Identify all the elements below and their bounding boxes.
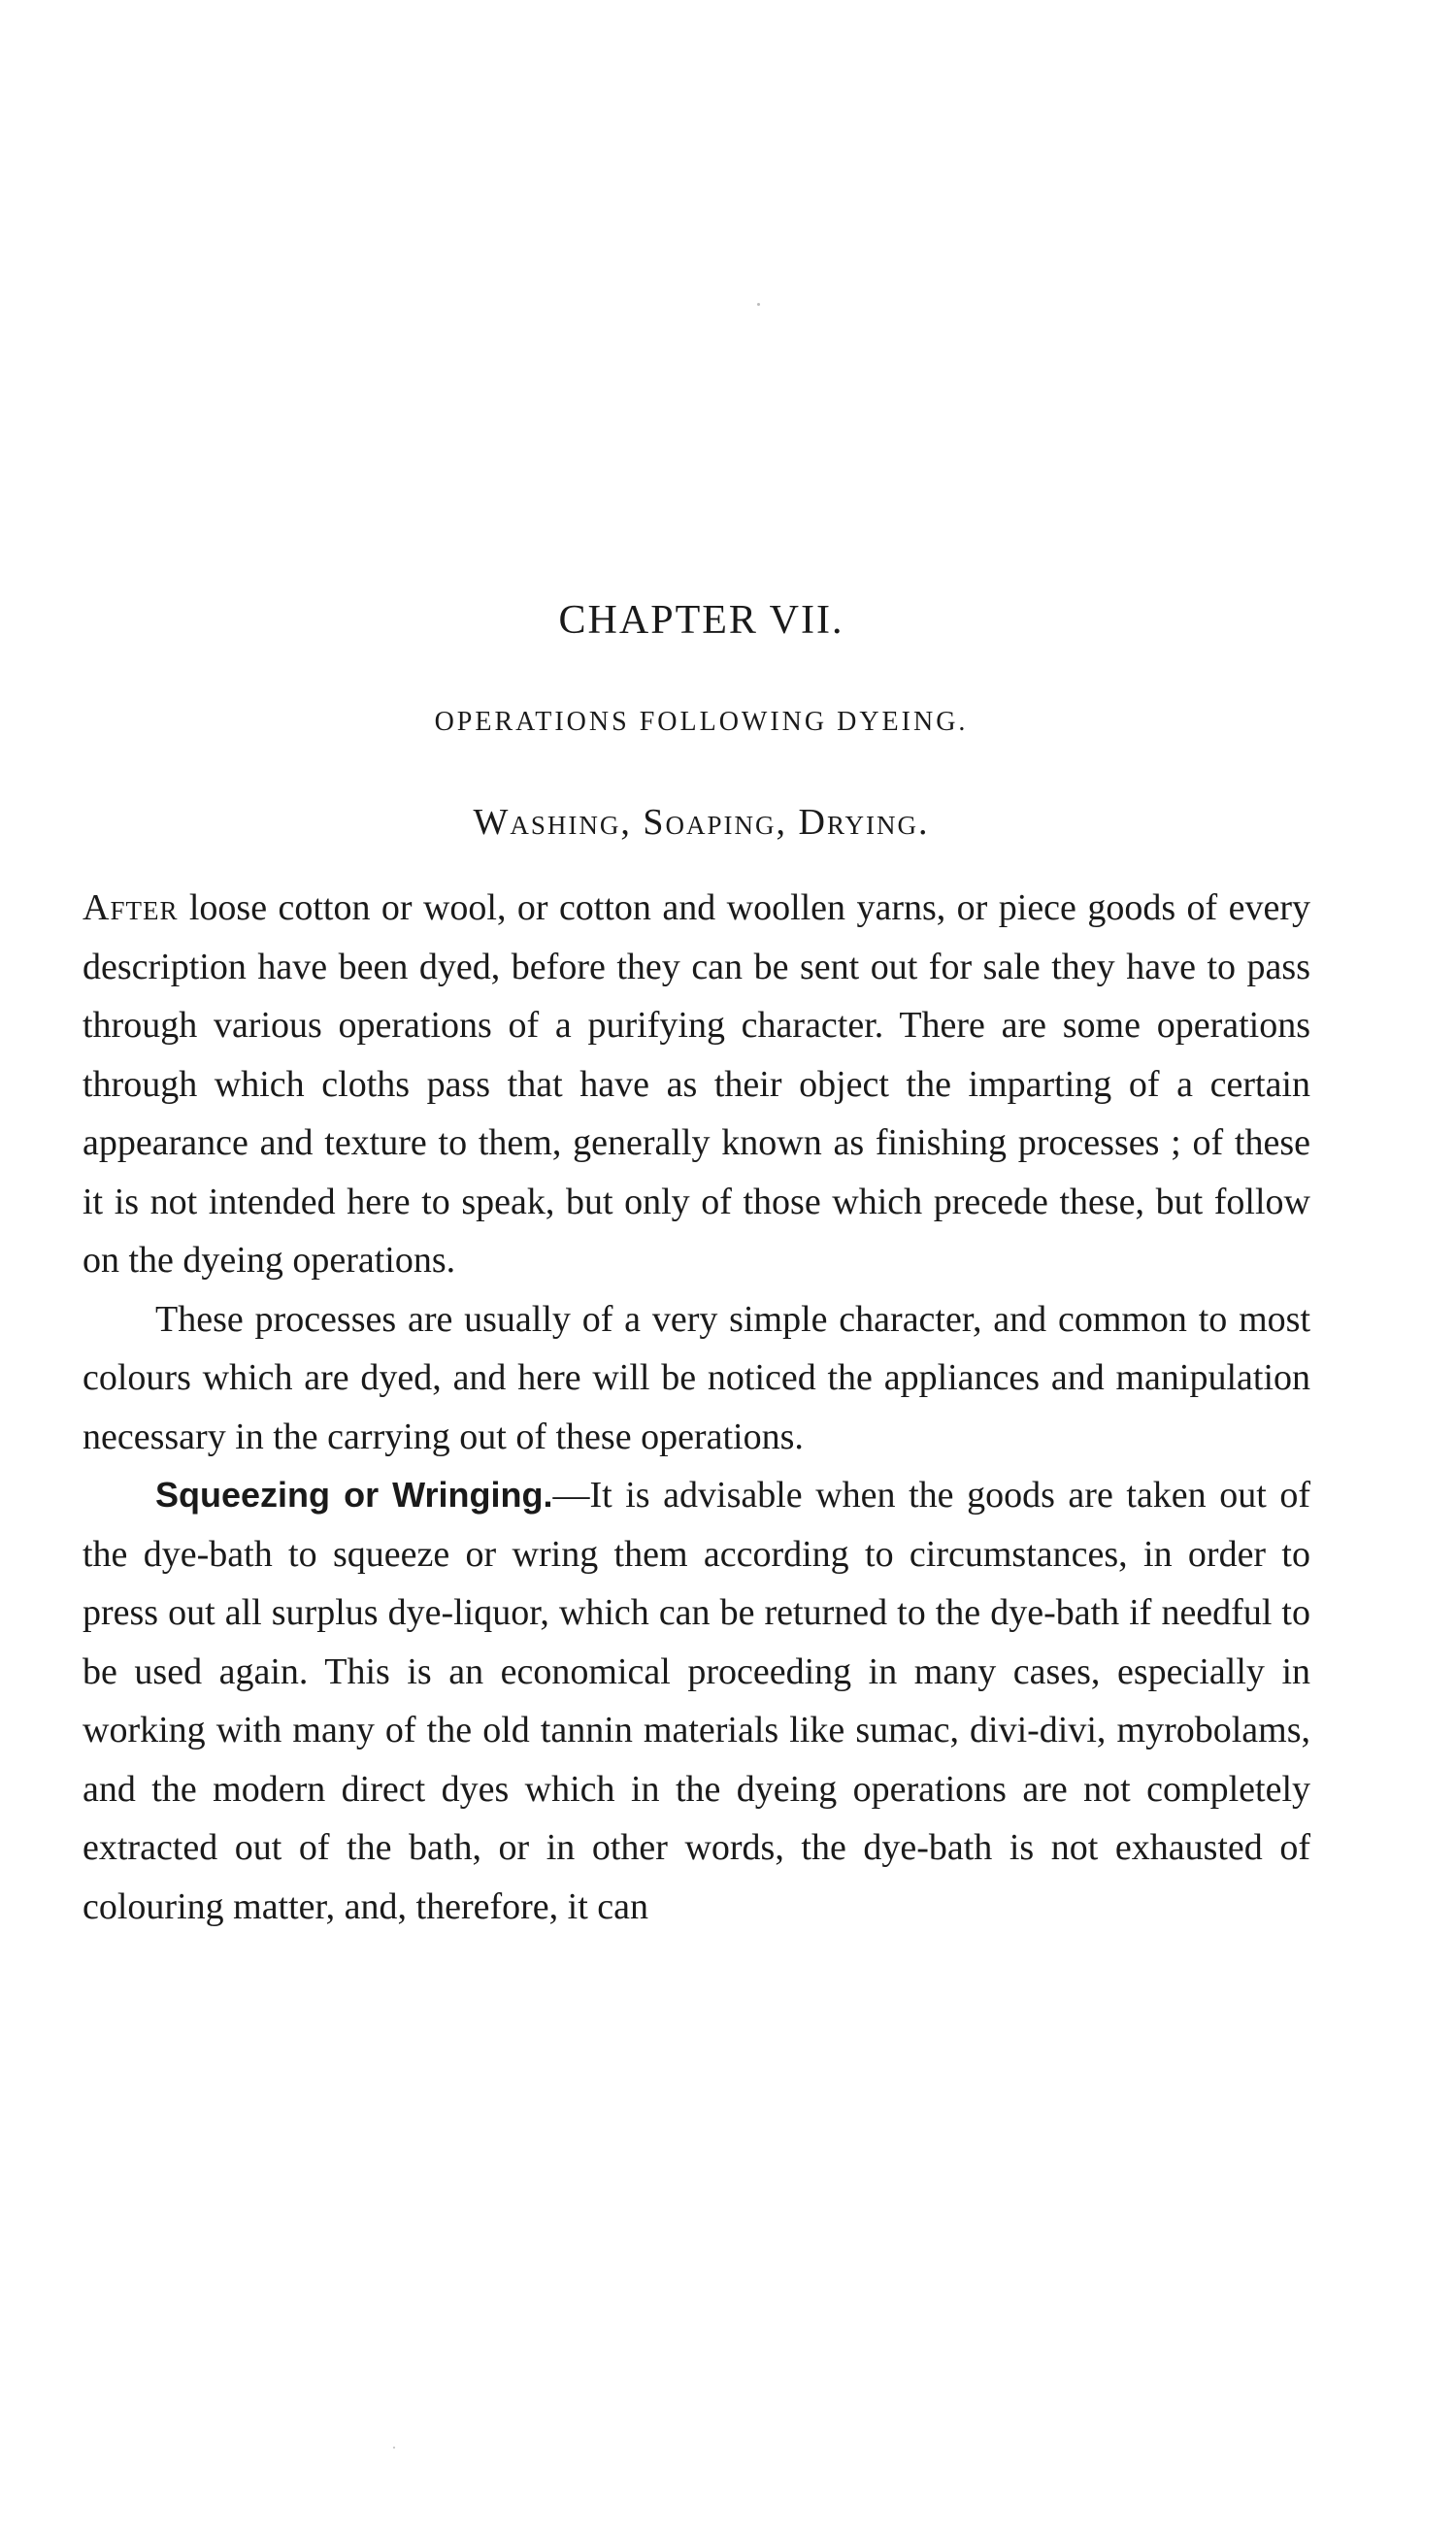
run-in-heading: Squeezing or Wringing.	[155, 1475, 553, 1515]
paragraph	[83, 1466, 1310, 1936]
chapter-title: OPERATIONS FOLLOWING DYEING.	[434, 707, 969, 737]
body-text	[83, 879, 1310, 1936]
paragraph-text: These processes are usually of a very simple character, and common to most colours which are dyed, and here will be noticed the appliances and manipulation necessary in the carrying out of these operations.	[83, 1298, 1310, 1457]
paragraph	[83, 1290, 1310, 1467]
print-speck	[393, 2447, 395, 2449]
paragraph-text: loose cotton or wool, or cotton and woollen yarns, or piece goods of every description have been dyed, before they can be sent out for sale they have to pass through various operations of a purifying character. There are some operations through which cloths pass that have as their object the imparting of a certain appearance and texture to them, generally known as finishing processes ; of these it is not intended here to speak, but only of those which precede these, but follow on the dyeing operations.	[83, 887, 1310, 1281]
chapter-number: CHAPTER VII.	[558, 598, 844, 643]
section-title: Washing, Soaping, Drying.	[473, 802, 930, 843]
paragraph	[83, 879, 1310, 1290]
paragraph-lead-word: After	[83, 887, 179, 928]
print-speck	[757, 303, 760, 306]
paragraph-text: —It is advisable when the goods are taken out of the dye-bath to squeeze or wring them according to circumstances, in order to press out all surplus dye-liquor, which can be returned to the dye-bath if needful to be used again. This is an economical proceeding in many cases, especially in working with many of the old tannin materials like sumac, divi-divi, myrobolams, and the modern direct dyes which in the dyeing operations are not completely extracted out of the bath, or in other words, the dye-bath is not exhausted of colouring matter, and, therefore, it can	[83, 1475, 1311, 1927]
